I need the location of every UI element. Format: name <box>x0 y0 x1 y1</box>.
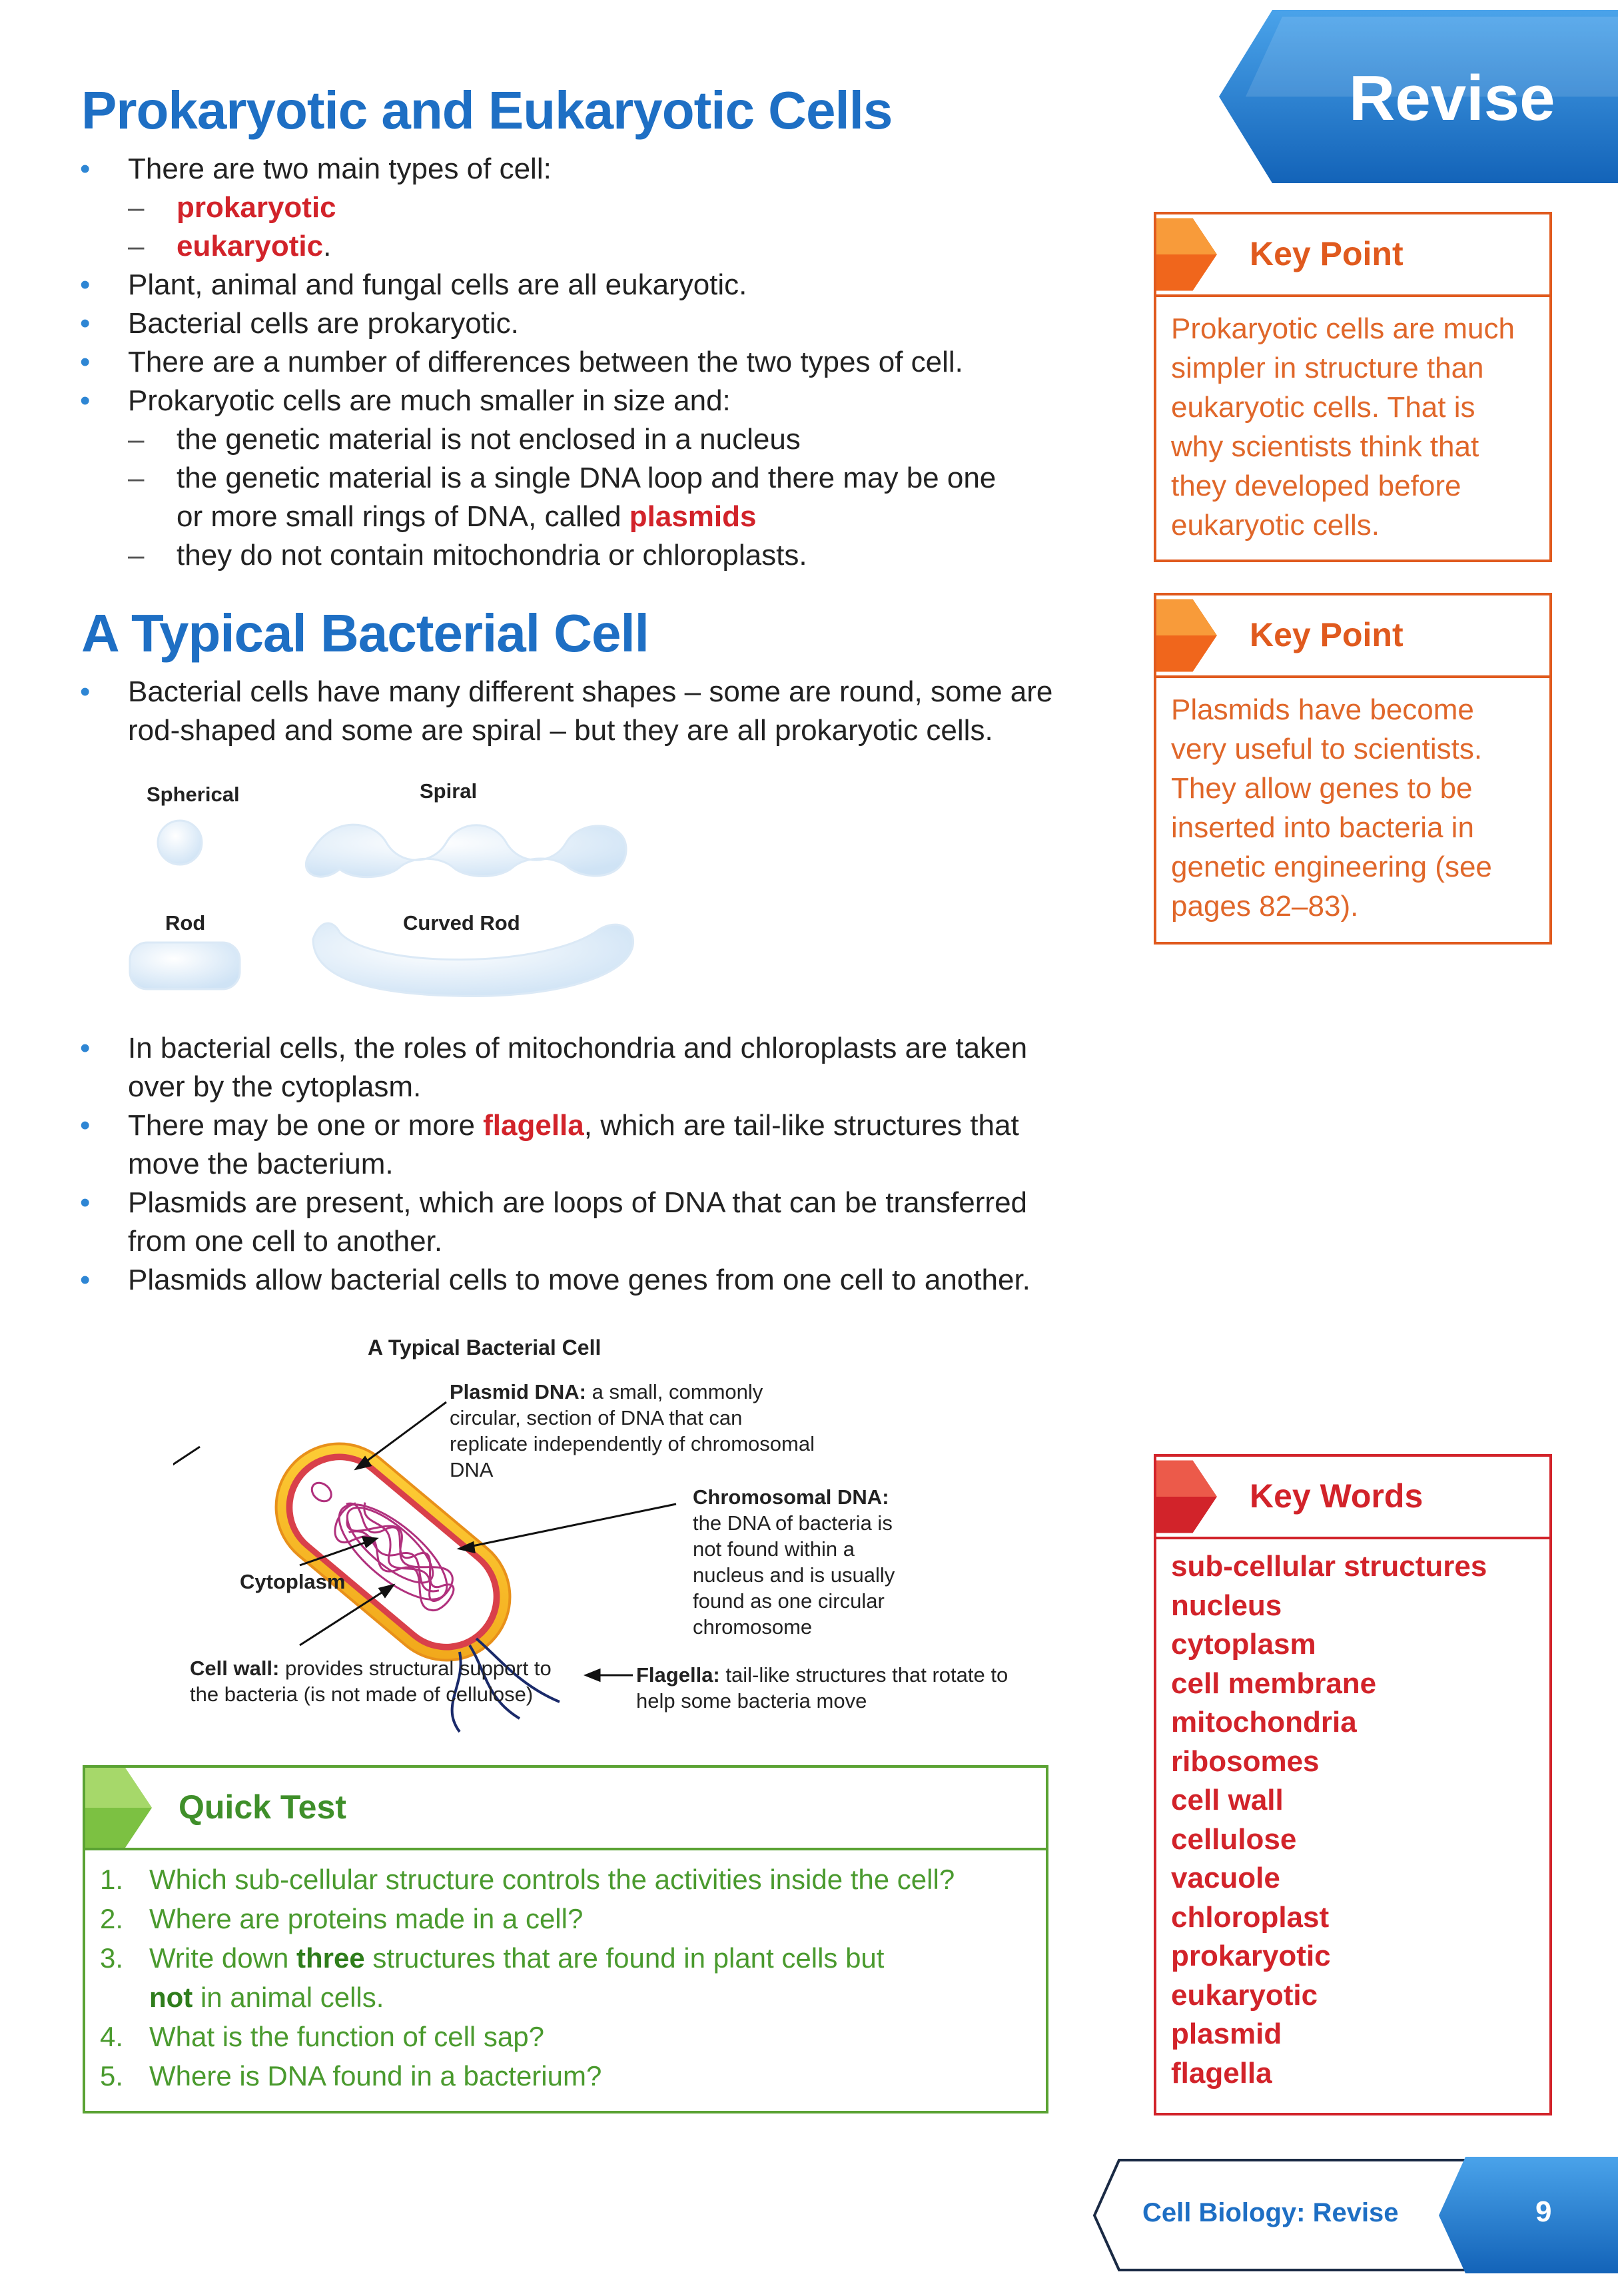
key-word: flagella <box>1171 2056 1272 2090</box>
key-word: mitochondria <box>1171 1706 1357 1738</box>
key-word: sub-cellular structures <box>1171 1550 1487 1583</box>
key-words-list <box>1156 1539 1549 2105</box>
key-point-box-1 <box>1154 212 1552 562</box>
key-point-text: Plasmids have become very useful to scientists. They allow genes to be inserted into bacteria in genetic engineering (see pages 82–83). <box>1171 693 1492 923</box>
list-item: – the genetic material is not enclosed in a nucleus <box>80 420 1052 459</box>
key-words-box <box>1154 1454 1552 2115</box>
key-word: cytoplasm <box>1171 1628 1316 1661</box>
key-word: prokaryotic <box>1171 1940 1331 1972</box>
list-item: – they do not contain mitochondria or chloroplasts. <box>80 536 1052 575</box>
label-spherical: Spherical <box>147 783 240 806</box>
key-point-title: Key Point <box>1250 235 1404 272</box>
label-curved-rod: Curved Rod <box>403 911 520 935</box>
list-item: – the genetic material is a single DNA loop and there may be one or more small rings of DNA, called plasmids <box>80 459 1052 536</box>
quick-test-box <box>83 1765 1048 2113</box>
label-cell-wall: Cell wall: provides structural support to the bacteria (is not made of cellulose) <box>190 1657 552 1706</box>
list-item: 1. Which sub-cellular structure controls the activities inside the cell? <box>100 1864 955 1895</box>
list-item: 3. Write down three structures that are found in plant cells but not in animal cells. <box>100 1942 885 2013</box>
key-word: eukaryotic <box>1171 1978 1318 2012</box>
key-point-text: Prokaryotic cells are much simpler in structure than eukaryotic cells. That is why scientists think that they developed before eukaryotic cells. <box>1171 312 1515 542</box>
list-item: • In bacterial cells, the roles of mitochondria and chloroplasts are taken over by the cytoplasm. <box>80 1029 1072 1106</box>
list-item: • There are two main types of cell: <box>80 150 1052 189</box>
section-title-prokaryotic-eukaryotic: Prokaryotic and Eukaryotic Cells <box>81 81 893 140</box>
key-word: vacuole <box>1171 1862 1280 1894</box>
label-plasmid-dna: Plasmid DNA: a small, commonly circular, section of DNA that can replicate independently of chromosomal DNA <box>450 1380 815 1481</box>
list-item: • There may be one or more flagella, which are tail-like structures that move the bacterium. <box>80 1106 1072 1184</box>
arrow-tag-icon <box>1156 595 1223 675</box>
key-word: nucleus <box>1171 1589 1282 1622</box>
revise-label: Revise <box>1349 63 1555 134</box>
quick-test-header <box>85 1768 1046 1850</box>
key-word: cellulose <box>1171 1822 1297 1856</box>
list-item: – prokaryotic <box>80 189 1052 227</box>
list-item: • Bacterial cells are prokaryotic. <box>80 304 1052 343</box>
list-item: 4. What is the function of cell sap? <box>100 2021 544 2052</box>
list-item: 2. Where are proteins made in a cell? <box>100 1903 584 1934</box>
footer-bar <box>1092 2157 1618 2273</box>
diagram-title: A Typical Bacterial Cell <box>368 1336 602 1359</box>
key-word: cell wall <box>1171 1784 1284 1816</box>
label-flagella: Flagella: tail-like structures that rotate to help some bacteria move <box>636 1663 1009 1713</box>
key-word: cell membrane <box>1171 1667 1377 1700</box>
key-words-header <box>1156 1457 1549 1539</box>
list-item: • Prokaryotic cells are much smaller in size and: <box>80 382 1052 420</box>
quick-test-questions <box>85 1850 1046 2096</box>
list-item: • Plant, animal and fungal cells are all eukaryotic. <box>80 266 1052 304</box>
key-word: ribosomes <box>1171 1744 1320 1778</box>
quick-test-title: Quick Test <box>179 1788 346 1826</box>
list-item: • Plasmids allow bacterial cells to move genes from one cell to another. <box>80 1261 1072 1300</box>
list-item: • Plasmids are present, which are loops of DNA that can be transferred from one cell to another. <box>80 1184 1072 1261</box>
list-item: 5. Where is DNA found in a bacterium? <box>100 2060 602 2092</box>
list-item: • Bacterial cells have many different shapes – some are round, some are rod-shaped and some are spiral – but they are all prokaryotic cells. <box>80 673 1072 750</box>
arrow-tag-icon <box>1156 214 1223 294</box>
key-point-title: Key Point <box>1250 616 1404 653</box>
key-word: chloroplast <box>1171 1900 1330 1934</box>
label-chromosomal-dna: Chromosomal DNA: the DNA of bacteria is not found within a nucleus and is usually found as one circular chromosome <box>693 1485 895 1639</box>
arrow-tag-icon <box>1156 1457 1223 1537</box>
label-spiral: Spiral <box>420 779 478 803</box>
section-title-bacterial-cell: A Typical Bacterial Cell <box>81 603 649 663</box>
key-word: plasmid <box>1171 2018 1282 2050</box>
footer-section-title: Cell Biology: Revise <box>1142 2198 1399 2227</box>
list-item: • There are a number of differences between the two types of cell. <box>80 343 1052 382</box>
list-item: – eukaryotic. <box>80 227 1052 266</box>
key-words-title: Key Words <box>1250 1477 1423 1515</box>
label-cytoplasm: Cytoplasm <box>240 1570 346 1593</box>
page-number: 9 <box>1535 2195 1552 2228</box>
key-point-box-2 <box>1154 593 1552 945</box>
arrow-tag-icon <box>85 1768 159 1848</box>
label-rod: Rod <box>165 911 206 935</box>
key-point-header <box>1156 595 1549 678</box>
key-point-header <box>1156 214 1549 297</box>
